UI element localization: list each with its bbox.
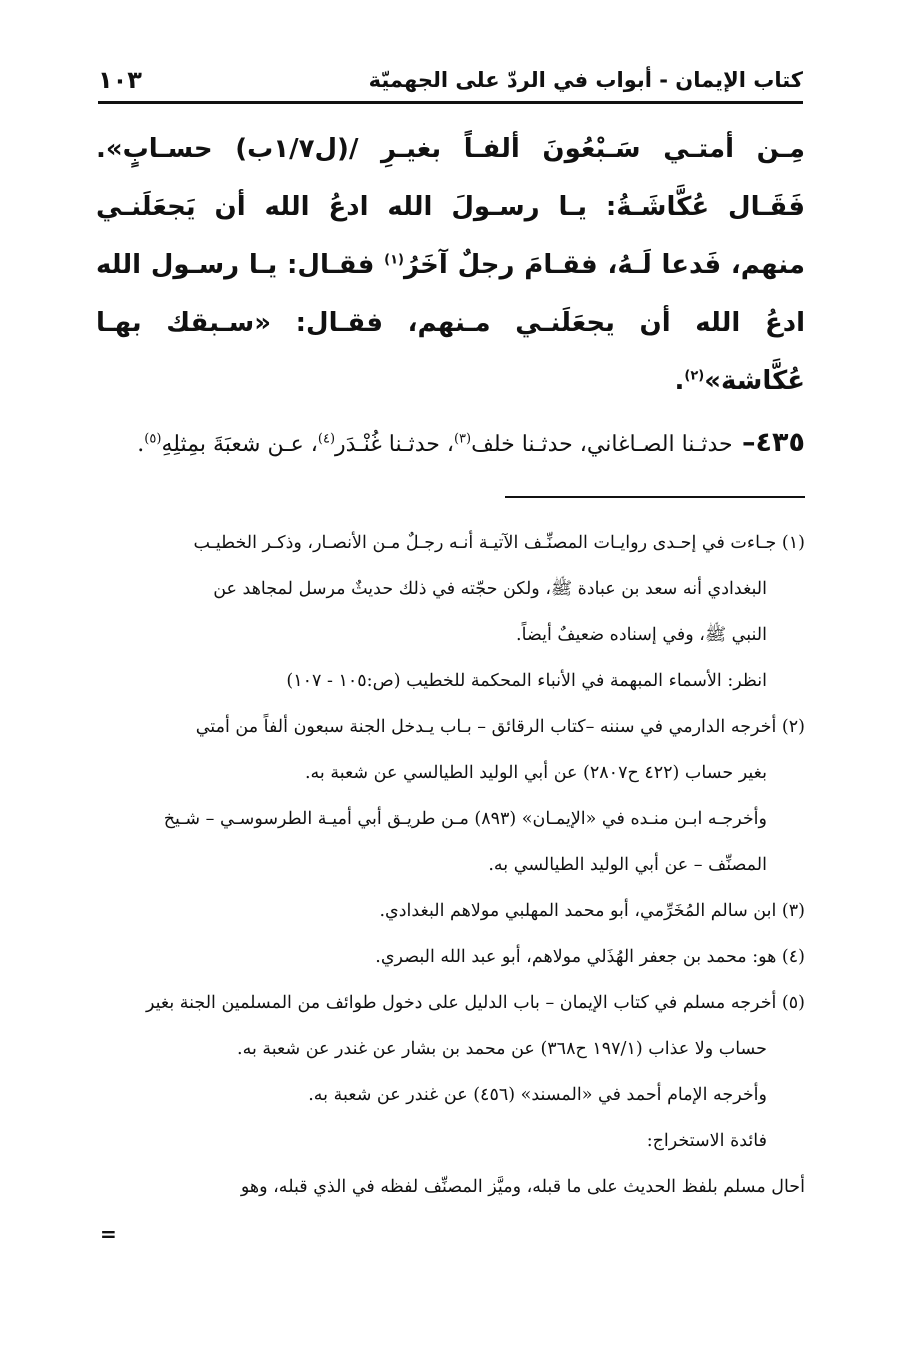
footnote-ref-4: (٤) [317,431,336,447]
footnote-1-line: البغدادي أنه سعد بن عبادة ﷺ، ولكن حجّته في ذلك حديثٌ مرسل لمجاهد عن [213,579,767,599]
hadith-text-continued: فقـال: يـا رسـول الله ادعُ الله أن يجعَلَنـي مـنهم، فقـال: «سـبقك بهـا عُكَّاشة» [96,250,805,396]
continuation-mark: = [100,1222,117,1246]
isnad-paragraph [96,414,805,474]
footnote-2-line: المصنِّف – عن أبي الوليد الطيالسي به. [488,855,767,875]
footnote-5-line: وأخرجه الإمام أحمد في «المسند» (٤٥٦) عن غندر عن شعبة به. [308,1085,767,1105]
header-title: كتاب الإيمان - أبواب في الردّ على الجهميّة [368,68,803,92]
footnote-1-line: النبي ﷺ، وفي إسناده ضعيفٌ أيضاً. [516,625,767,645]
header-rule [98,101,803,104]
footnote-2-line: وأخرجـه ابـن منـده في «الإيمـان» (٨٩٣) مـن طريـق أبي أميـة الطرسوسـي – شـيخ [163,809,767,829]
footnote-5-line: حساب ولا عذاب (١٩٧/١ ح٣٦٨) عن محمد بن بشار عن غندر عن شعبة به. [237,1039,767,1059]
isnad-text: حدثـنا الصـاغاني، حدثـنا خلف [471,432,733,457]
footnote-1-line: انظر: الأسماء المبهمة في الأنباء المحكمة للخطيب (ص:١٠٥ - ١٠٧) [286,671,767,691]
footnotes [96,520,805,1210]
footnote-ref-5: (٥) [144,431,162,447]
hadith-number-dash: – [732,427,756,458]
footnote-separator [505,496,805,498]
footnote-1-line: (١) جـاءت في إحـدى روايـات المصنِّـف الآتيـة أنـه رجـلٌ مـن الأنصـار، وذكـر الخطيـب [193,533,805,553]
hadith-text: مِـن أمتـي سَـبْعُونَ ألفـاً بغيـرِ /(ل١/٧ب) حسـابٍ». فَقَـال عُكَّاشَـةُ: يـا رسـولَ الله ادعُ الله أن يَجعَلَنـي منهم، فَدعا لَـهُ، فقـامَ رجلٌ آخَرُ [96,134,806,280]
footnote-ref-3: (٣) [453,431,472,447]
footnote-2-line: بغير حساب (٤٢٢ ح٢٨٠٧) عن أبي الوليد الطيالسي عن شعبة به. [304,763,767,783]
hadith-paragraph [96,120,805,410]
footnote-5-line: فائدة الاستخراج: [646,1131,767,1151]
page-number: ١٠٣ [98,66,142,94]
footnote-ref-1: (١) [384,252,404,268]
isnad-text-2: ، حدثـنا غُنْـدَر [335,432,454,457]
footnote-3: (٣) ابن سالم المُخَرِّمي، أبو محمد المهلبي مولاهم البغدادي. [379,901,805,921]
footnote-4: (٤) هو: محمد بن جعفر الهُذَلي مولاهم، أبو عبد الله البصري. [375,947,805,967]
running-header [98,58,803,102]
isnad-end: . [137,432,145,457]
footnote-5-tail: أحال مسلم بلفظ الحديث على ما قبله، وميَّز المصنِّف لفظه في الذي قبله، وهو [240,1177,805,1197]
main-text [96,120,805,474]
footnote-ref-2: (٢) [684,368,705,384]
hadith-number: ٤٣٥ [755,427,805,458]
hadith-end: . [674,366,685,396]
footnote-2-line: (٢) أخرجه الدارمي في سننه –كتاب الرقائق – بـاب يـدخل الجنة سبعون ألفاً من أمتي [195,717,805,737]
isnad-text-3: ، عـن شعبَةَ بمِثلِهِ [161,432,318,457]
footnote-5-line: (٥) أخرجه مسلم في كتاب الإيمان – باب الدليل على دخول طوائف من المسلمين الجنة بغير [145,993,805,1013]
